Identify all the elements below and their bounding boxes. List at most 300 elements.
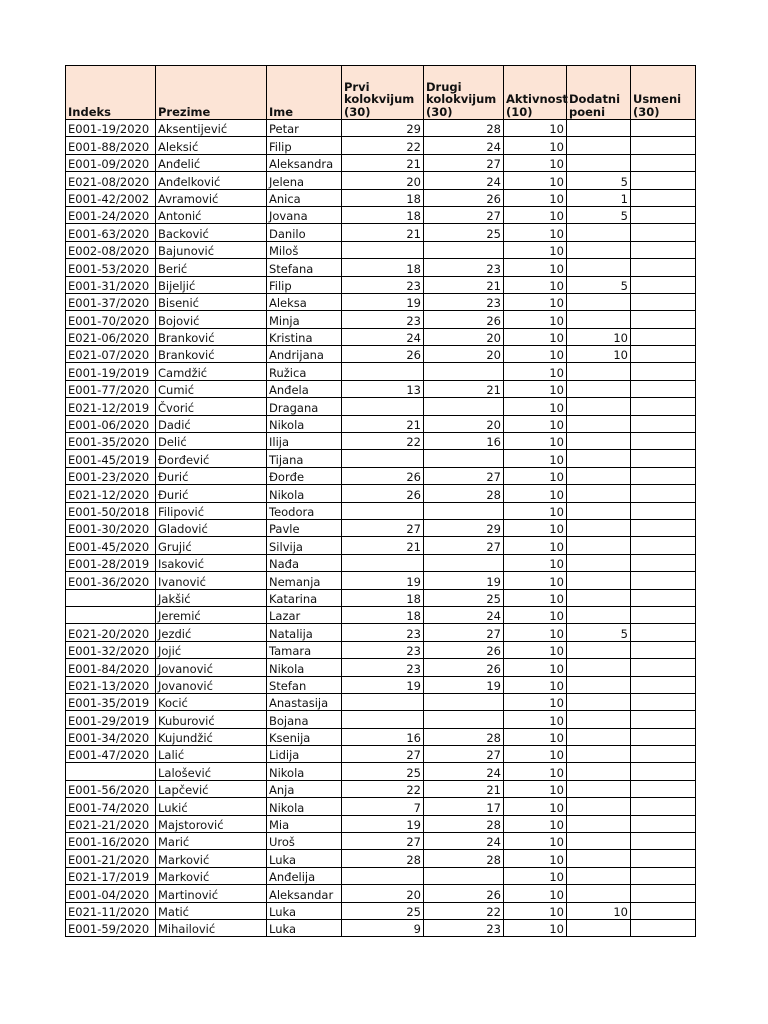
cell-k2: 19	[424, 676, 504, 693]
cell-k1: 13	[342, 380, 424, 397]
cell-usm	[631, 572, 696, 589]
cell-ime: Ilija	[267, 433, 342, 450]
cell-akt: 10	[504, 728, 567, 745]
cell-k1	[342, 711, 424, 728]
cell-k1: 19	[342, 293, 424, 310]
cell-prezime: Kuburović	[156, 711, 267, 728]
cell-ime: Aleksandra	[267, 154, 342, 171]
cell-indeks: E001-70/2020	[66, 311, 156, 328]
cell-usm	[631, 259, 696, 276]
cell-k2: 27	[424, 624, 504, 641]
table-row	[66, 554, 696, 571]
cell-ime: Anđela	[267, 380, 342, 397]
cell-usm	[631, 137, 696, 154]
cell-ime: Anastasija	[267, 693, 342, 710]
cell-usm	[631, 589, 696, 606]
cell-usm	[631, 659, 696, 676]
cell-ime: Minja	[267, 311, 342, 328]
cell-k2: 21	[424, 276, 504, 293]
cell-dod	[567, 606, 631, 623]
table-row	[66, 206, 696, 223]
cell-dod	[567, 120, 631, 137]
cell-ime: Nikola	[267, 659, 342, 676]
cell-akt: 10	[504, 885, 567, 902]
cell-k2: 27	[424, 467, 504, 484]
header-ime: Ime	[267, 66, 342, 120]
cell-dod	[567, 554, 631, 571]
cell-k1: 26	[342, 346, 424, 363]
cell-dod	[567, 380, 631, 397]
table-row	[66, 885, 696, 902]
cell-k2: 28	[424, 120, 504, 137]
cell-akt: 10	[504, 363, 567, 380]
cell-prezime: Jezdić	[156, 624, 267, 641]
cell-ime: Uroš	[267, 833, 342, 850]
table-row	[66, 902, 696, 919]
cell-k2: 21	[424, 780, 504, 797]
cell-akt: 10	[504, 850, 567, 867]
cell-k2: 23	[424, 293, 504, 310]
header-drugi-kolokvijum: Drugi kolokvijum (30)	[424, 66, 504, 120]
cell-k2: 29	[424, 519, 504, 536]
cell-dod	[567, 502, 631, 519]
cell-dod	[567, 154, 631, 171]
cell-prezime: Majstorović	[156, 815, 267, 832]
cell-usm	[631, 902, 696, 919]
cell-usm	[631, 693, 696, 710]
cell-prezime: Bajunović	[156, 241, 267, 258]
table-row	[66, 746, 696, 763]
cell-indeks: E021-12/2020	[66, 485, 156, 502]
cell-dod: 10	[567, 328, 631, 345]
cell-usm	[631, 311, 696, 328]
cell-akt: 10	[504, 537, 567, 554]
cell-ime: Danilo	[267, 224, 342, 241]
cell-dod: 10	[567, 346, 631, 363]
cell-k2: 28	[424, 850, 504, 867]
cell-prezime: Đorđević	[156, 450, 267, 467]
cell-prezime: Kocić	[156, 693, 267, 710]
cell-akt: 10	[504, 450, 567, 467]
cell-dod	[567, 641, 631, 658]
cell-dod	[567, 919, 631, 936]
cell-akt: 10	[504, 711, 567, 728]
cell-dod	[567, 798, 631, 815]
cell-k1: 18	[342, 606, 424, 623]
cell-k1: 7	[342, 798, 424, 815]
cell-k2	[424, 398, 504, 415]
cell-ime: Nikola	[267, 798, 342, 815]
cell-prezime: Lalić	[156, 746, 267, 763]
cell-ime: Natalija	[267, 624, 342, 641]
cell-k2: 28	[424, 815, 504, 832]
cell-akt: 10	[504, 780, 567, 797]
cell-k2	[424, 867, 504, 884]
cell-indeks: E001-53/2020	[66, 259, 156, 276]
table-row	[66, 867, 696, 884]
cell-indeks: E001-31/2020	[66, 276, 156, 293]
cell-k1: 19	[342, 815, 424, 832]
cell-usm	[631, 293, 696, 310]
cell-ime: Nikola	[267, 763, 342, 780]
cell-prezime: Marić	[156, 833, 267, 850]
cell-prezime: Matić	[156, 902, 267, 919]
cell-ime: Luka	[267, 919, 342, 936]
cell-indeks: E021-17/2019	[66, 867, 156, 884]
cell-dod	[567, 693, 631, 710]
cell-k2: 22	[424, 902, 504, 919]
cell-akt: 10	[504, 606, 567, 623]
cell-indeks: E001-19/2020	[66, 120, 156, 137]
cell-usm	[631, 537, 696, 554]
cell-prezime: Anđelić	[156, 154, 267, 171]
table-row	[66, 311, 696, 328]
cell-prezime: Backović	[156, 224, 267, 241]
cell-usm	[631, 380, 696, 397]
cell-k1	[342, 502, 424, 519]
cell-usm	[631, 328, 696, 345]
cell-dod	[567, 589, 631, 606]
cell-prezime: Martinović	[156, 885, 267, 902]
cell-akt: 10	[504, 328, 567, 345]
cell-k2: 28	[424, 728, 504, 745]
cell-dod: 10	[567, 902, 631, 919]
cell-k1: 27	[342, 519, 424, 536]
cell-k1: 21	[342, 224, 424, 241]
table-row	[66, 276, 696, 293]
cell-prezime: Branković	[156, 328, 267, 345]
cell-k1: 19	[342, 572, 424, 589]
cell-ime: Pavle	[267, 519, 342, 536]
cell-akt: 10	[504, 154, 567, 171]
cell-indeks: E001-19/2019	[66, 363, 156, 380]
cell-indeks: E021-12/2019	[66, 398, 156, 415]
cell-dod	[567, 398, 631, 415]
cell-akt: 10	[504, 572, 567, 589]
cell-ime: Katarina	[267, 589, 342, 606]
cell-indeks: E021-21/2020	[66, 815, 156, 832]
cell-dod	[567, 485, 631, 502]
cell-usm	[631, 798, 696, 815]
cell-prezime: Jakšić	[156, 589, 267, 606]
table-row	[66, 415, 696, 432]
cell-ime: Đorđe	[267, 467, 342, 484]
cell-k1: 25	[342, 902, 424, 919]
cell-dod: 5	[567, 172, 631, 189]
table-row	[66, 798, 696, 815]
cell-prezime: Branković	[156, 346, 267, 363]
table-row	[66, 919, 696, 936]
cell-k2: 27	[424, 537, 504, 554]
cell-prezime: Aksentijević	[156, 120, 267, 137]
cell-akt: 10	[504, 676, 567, 693]
cell-usm	[631, 763, 696, 780]
cell-indeks: E001-09/2020	[66, 154, 156, 171]
cell-k2: 24	[424, 763, 504, 780]
cell-akt: 10	[504, 137, 567, 154]
cell-prezime: Ivanović	[156, 572, 267, 589]
table-row	[66, 172, 696, 189]
cell-k2: 24	[424, 137, 504, 154]
cell-k1: 23	[342, 641, 424, 658]
cell-k2	[424, 241, 504, 258]
cell-usm	[631, 606, 696, 623]
cell-usm	[631, 363, 696, 380]
cell-akt: 10	[504, 206, 567, 223]
cell-usm	[631, 624, 696, 641]
cell-indeks: E021-08/2020	[66, 172, 156, 189]
cell-k1: 18	[342, 589, 424, 606]
cell-dod	[567, 885, 631, 902]
grade-table	[65, 65, 696, 937]
cell-usm	[631, 241, 696, 258]
cell-indeks: E001-23/2020	[66, 467, 156, 484]
cell-indeks: E001-77/2020	[66, 380, 156, 397]
cell-k1: 20	[342, 172, 424, 189]
table-row	[66, 293, 696, 310]
cell-usm	[631, 120, 696, 137]
header-usmeni: Usmeni (30)	[631, 66, 696, 120]
cell-ime: Filip	[267, 137, 342, 154]
cell-usm	[631, 641, 696, 658]
cell-akt: 10	[504, 380, 567, 397]
cell-ime: Nemanja	[267, 572, 342, 589]
cell-akt: 10	[504, 224, 567, 241]
cell-prezime: Bisenić	[156, 293, 267, 310]
cell-ime: Tamara	[267, 641, 342, 658]
cell-k2	[424, 502, 504, 519]
cell-usm	[631, 450, 696, 467]
cell-indeks: E001-16/2020	[66, 833, 156, 850]
cell-k2: 25	[424, 589, 504, 606]
cell-ime: Bojana	[267, 711, 342, 728]
cell-dod	[567, 450, 631, 467]
cell-akt: 10	[504, 415, 567, 432]
cell-akt: 10	[504, 120, 567, 137]
cell-dod	[567, 815, 631, 832]
cell-ime: Nađa	[267, 554, 342, 571]
cell-indeks	[66, 589, 156, 606]
table-row	[66, 433, 696, 450]
cell-ime: Nikola	[267, 485, 342, 502]
cell-ime: Ružica	[267, 363, 342, 380]
cell-k2: 17	[424, 798, 504, 815]
cell-k2: 28	[424, 485, 504, 502]
cell-prezime: Dadić	[156, 415, 267, 432]
cell-usm	[631, 711, 696, 728]
cell-k2: 27	[424, 206, 504, 223]
cell-indeks: E001-04/2020	[66, 885, 156, 902]
table-row	[66, 137, 696, 154]
cell-k1	[342, 693, 424, 710]
table-row	[66, 763, 696, 780]
cell-usm	[631, 433, 696, 450]
cell-k1	[342, 554, 424, 571]
cell-akt: 10	[504, 798, 567, 815]
cell-indeks: E001-29/2019	[66, 711, 156, 728]
cell-akt: 10	[504, 519, 567, 536]
cell-k1: 19	[342, 676, 424, 693]
table-row	[66, 346, 696, 363]
cell-ime: Teodora	[267, 502, 342, 519]
cell-akt: 10	[504, 398, 567, 415]
cell-dod	[567, 224, 631, 241]
cell-akt: 10	[504, 589, 567, 606]
cell-dod: 5	[567, 276, 631, 293]
cell-k2: 26	[424, 659, 504, 676]
cell-ime: Jelena	[267, 172, 342, 189]
cell-dod	[567, 728, 631, 745]
cell-ime: Stefana	[267, 259, 342, 276]
cell-ime: Dragana	[267, 398, 342, 415]
table-row	[66, 502, 696, 519]
cell-akt: 10	[504, 293, 567, 310]
cell-indeks: E001-35/2019	[66, 693, 156, 710]
cell-k1: 18	[342, 259, 424, 276]
cell-k1: 28	[342, 850, 424, 867]
table-row	[66, 120, 696, 137]
cell-usm	[631, 346, 696, 363]
table-row	[66, 728, 696, 745]
cell-dod: 5	[567, 206, 631, 223]
cell-k2	[424, 693, 504, 710]
cell-dod	[567, 415, 631, 432]
cell-prezime: Đurić	[156, 485, 267, 502]
cell-akt: 10	[504, 311, 567, 328]
cell-dod	[567, 572, 631, 589]
cell-prezime: Camdžić	[156, 363, 267, 380]
cell-k1: 26	[342, 467, 424, 484]
cell-dod	[567, 537, 631, 554]
table-row	[66, 780, 696, 797]
cell-k1: 27	[342, 746, 424, 763]
cell-ime: Andrijana	[267, 346, 342, 363]
cell-k2: 27	[424, 154, 504, 171]
cell-dod	[567, 259, 631, 276]
cell-k1: 29	[342, 120, 424, 137]
table-row	[66, 711, 696, 728]
cell-k1	[342, 363, 424, 380]
cell-k2: 20	[424, 346, 504, 363]
cell-indeks	[66, 606, 156, 623]
cell-dod	[567, 519, 631, 536]
table-row	[66, 641, 696, 658]
cell-indeks: E001-59/2020	[66, 919, 156, 936]
cell-akt: 10	[504, 902, 567, 919]
cell-ime: Filip	[267, 276, 342, 293]
table-row	[66, 154, 696, 171]
cell-indeks: E021-13/2020	[66, 676, 156, 693]
cell-dod	[567, 241, 631, 258]
cell-indeks: E002-08/2020	[66, 241, 156, 258]
cell-ime: Mia	[267, 815, 342, 832]
cell-k1: 21	[342, 415, 424, 432]
cell-k1: 21	[342, 537, 424, 554]
cell-akt: 10	[504, 241, 567, 258]
cell-indeks: E001-06/2020	[66, 415, 156, 432]
cell-dod	[567, 433, 631, 450]
cell-indeks: E001-30/2020	[66, 519, 156, 536]
cell-indeks: E001-88/2020	[66, 137, 156, 154]
cell-prezime: Filipović	[156, 502, 267, 519]
cell-akt: 10	[504, 346, 567, 363]
table-row	[66, 241, 696, 258]
cell-ime: Anđelija	[267, 867, 342, 884]
cell-dod	[567, 467, 631, 484]
cell-akt: 10	[504, 746, 567, 763]
cell-indeks: E001-45/2020	[66, 537, 156, 554]
cell-usm	[631, 728, 696, 745]
cell-indeks: E001-45/2019	[66, 450, 156, 467]
cell-k2: 26	[424, 641, 504, 658]
cell-prezime: Marković	[156, 850, 267, 867]
cell-dod	[567, 293, 631, 310]
cell-k1	[342, 867, 424, 884]
table-row	[66, 693, 696, 710]
cell-k1	[342, 450, 424, 467]
cell-akt: 10	[504, 189, 567, 206]
cell-prezime: Lalošević	[156, 763, 267, 780]
table-row	[66, 624, 696, 641]
cell-akt: 10	[504, 276, 567, 293]
cell-prezime: Jojić	[156, 641, 267, 658]
cell-ime: Anica	[267, 189, 342, 206]
cell-ime: Silvija	[267, 537, 342, 554]
cell-usm	[631, 502, 696, 519]
table-row	[66, 189, 696, 206]
table-row	[66, 467, 696, 484]
cell-indeks	[66, 763, 156, 780]
cell-indeks: E001-36/2020	[66, 572, 156, 589]
cell-k1: 22	[342, 137, 424, 154]
cell-k1: 25	[342, 763, 424, 780]
cell-k1	[342, 398, 424, 415]
cell-prezime: Lukić	[156, 798, 267, 815]
cell-k2: 24	[424, 606, 504, 623]
cell-usm	[631, 172, 696, 189]
cell-akt: 10	[504, 867, 567, 884]
cell-usm	[631, 885, 696, 902]
cell-usm	[631, 746, 696, 763]
header-dodatni-poeni: Dodatni poeni	[567, 66, 631, 120]
table-header	[66, 66, 696, 120]
cell-indeks: E001-35/2020	[66, 433, 156, 450]
cell-indeks: E001-28/2019	[66, 554, 156, 571]
cell-prezime: Aleksić	[156, 137, 267, 154]
cell-akt: 10	[504, 693, 567, 710]
table-row	[66, 224, 696, 241]
cell-indeks: E001-42/2002	[66, 189, 156, 206]
table-row	[66, 659, 696, 676]
cell-indeks: E001-37/2020	[66, 293, 156, 310]
cell-ime: Anja	[267, 780, 342, 797]
cell-indeks: E001-50/2018	[66, 502, 156, 519]
cell-indeks: E001-21/2020	[66, 850, 156, 867]
cell-k1: 18	[342, 206, 424, 223]
cell-k2	[424, 450, 504, 467]
cell-ime: Aleksandar	[267, 885, 342, 902]
cell-k1: 26	[342, 485, 424, 502]
cell-usm	[631, 676, 696, 693]
cell-indeks: E001-74/2020	[66, 798, 156, 815]
cell-akt: 10	[504, 259, 567, 276]
table-row	[66, 398, 696, 415]
cell-dod: 5	[567, 624, 631, 641]
cell-prezime: Anđelković	[156, 172, 267, 189]
cell-akt: 10	[504, 467, 567, 484]
table-row	[66, 815, 696, 832]
table-row	[66, 363, 696, 380]
